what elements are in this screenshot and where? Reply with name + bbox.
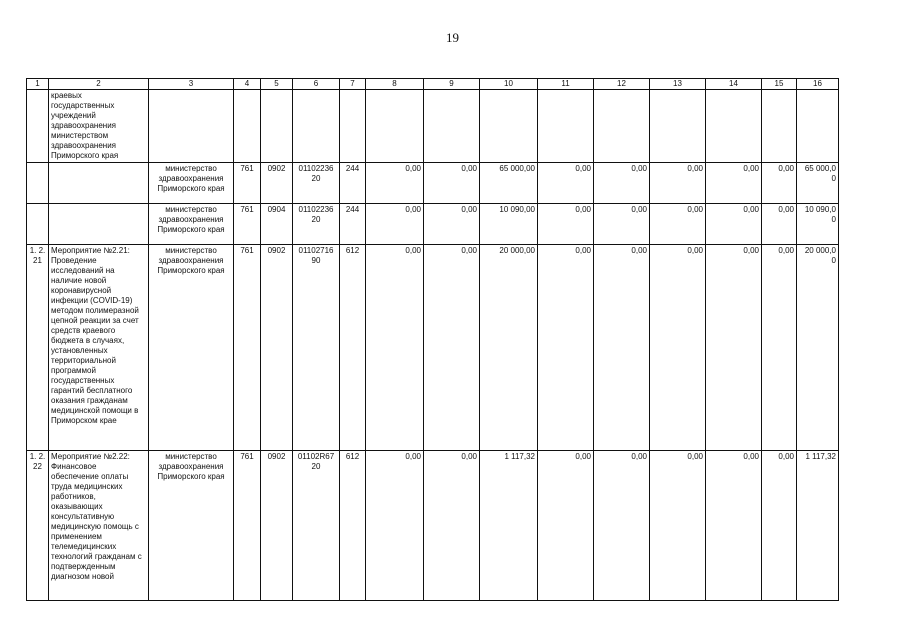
cell-c9 — [424, 90, 480, 163]
cell-c5: 0904 — [261, 204, 293, 245]
cell-c4: 761 — [234, 163, 261, 204]
cell-c10: 65 000,00 — [480, 163, 538, 204]
column-header: 4 — [234, 79, 261, 90]
cell-c11 — [538, 90, 594, 163]
cell-c8 — [366, 90, 424, 163]
cell-c13 — [650, 90, 706, 163]
cell-c16: 20 000,0 0 — [797, 245, 839, 451]
cell-c5 — [261, 90, 293, 163]
cell-c6: 01102716 90 — [293, 245, 340, 451]
cell-c6: 01102R67 20 — [293, 451, 340, 601]
cell-c15: 0,00 — [762, 204, 797, 245]
column-header: 2 — [49, 79, 149, 90]
cell-c12: 0,00 — [594, 204, 650, 245]
cell-org: министерство здравоохранения Приморского края — [149, 204, 234, 245]
cell-c11: 0,00 — [538, 245, 594, 451]
cell-c12: 0,00 — [594, 451, 650, 601]
cell-name — [49, 163, 149, 204]
cell-c10 — [480, 90, 538, 163]
cell-c8: 0,00 — [366, 204, 424, 245]
table-row — [27, 245, 839, 451]
cell-c16: 1 117,32 — [797, 451, 839, 601]
cell-c10: 10 090,00 — [480, 204, 538, 245]
cell-c7 — [340, 90, 366, 163]
column-header: 5 — [261, 79, 293, 90]
cell-c9: 0,00 — [424, 451, 480, 601]
table-row — [27, 204, 839, 245]
cell-c6 — [293, 90, 340, 163]
cell-c9: 0,00 — [424, 204, 480, 245]
cell-c12: 0,00 — [594, 163, 650, 204]
cell-number — [27, 204, 49, 245]
cell-c14: 0,00 — [706, 451, 762, 601]
cell-c15: 0,00 — [762, 451, 797, 601]
cell-c10: 20 000,00 — [480, 245, 538, 451]
cell-c4: 761 — [234, 245, 261, 451]
cell-org: министерство здравоохранения Приморского края — [149, 163, 234, 204]
column-header: 10 — [480, 79, 538, 90]
cell-org: министерство здравоохранения Приморского края — [149, 245, 234, 451]
cell-number — [27, 163, 49, 204]
cell-c16: 65 000,0 0 — [797, 163, 839, 204]
column-header: 14 — [706, 79, 762, 90]
cell-c13: 0,00 — [650, 451, 706, 601]
cell-c12: 0,00 — [594, 245, 650, 451]
cell-c9: 0,00 — [424, 245, 480, 451]
cell-c10: 1 117,32 — [480, 451, 538, 601]
column-header: 13 — [650, 79, 706, 90]
cell-c4: 761 — [234, 204, 261, 245]
cell-c7: 244 — [340, 163, 366, 204]
cell-c7: 244 — [340, 204, 366, 245]
cell-c6: 01102236 20 — [293, 204, 340, 245]
cell-c16 — [797, 90, 839, 163]
cell-c15: 0,00 — [762, 245, 797, 451]
cell-c13: 0,00 — [650, 204, 706, 245]
column-header: 15 — [762, 79, 797, 90]
cell-c13: 0,00 — [650, 163, 706, 204]
cell-c15 — [762, 90, 797, 163]
cell-c5: 0902 — [261, 451, 293, 601]
budget-table — [26, 78, 839, 601]
cell-c11: 0,00 — [538, 451, 594, 601]
cell-c8: 0,00 — [366, 245, 424, 451]
cell-c14: 0,00 — [706, 245, 762, 451]
column-header: 12 — [594, 79, 650, 90]
column-header: 16 — [797, 79, 839, 90]
column-header: 3 — [149, 79, 234, 90]
cell-c11: 0,00 — [538, 204, 594, 245]
cell-c14 — [706, 90, 762, 163]
cell-number: 1. 2. 22 — [27, 451, 49, 601]
column-header: 6 — [293, 79, 340, 90]
cell-number: 1. 2. 21 — [27, 245, 49, 451]
cell-c8: 0,00 — [366, 451, 424, 601]
cell-number — [27, 90, 49, 163]
cell-org — [149, 90, 234, 163]
column-header: 9 — [424, 79, 480, 90]
cell-c8: 0,00 — [366, 163, 424, 204]
cell-c5: 0902 — [261, 163, 293, 204]
cell-c5: 0902 — [261, 245, 293, 451]
cell-c9: 0,00 — [424, 163, 480, 204]
column-header: 1 — [27, 79, 49, 90]
cell-c7: 612 — [340, 451, 366, 601]
cell-c6: 01102236 20 — [293, 163, 340, 204]
page-number: 19 — [446, 30, 459, 45]
cell-c16: 10 090,0 0 — [797, 204, 839, 245]
cell-c11: 0,00 — [538, 163, 594, 204]
table-row — [27, 90, 839, 163]
cell-c7: 612 — [340, 245, 366, 451]
column-header: 11 — [538, 79, 594, 90]
cell-c13: 0,00 — [650, 245, 706, 451]
cell-org: министерство здравоохранения Приморского края — [149, 451, 234, 601]
cell-c14: 0,00 — [706, 163, 762, 204]
column-header: 8 — [366, 79, 424, 90]
cell-c4: 761 — [234, 451, 261, 601]
cell-c4 — [234, 90, 261, 163]
table-header-row — [27, 79, 839, 90]
cell-name — [49, 204, 149, 245]
cell-c15: 0,00 — [762, 163, 797, 204]
cell-c12 — [594, 90, 650, 163]
cell-name: краевых государственных учреждений здравоохранения министерством здравоохранения Приморского края — [49, 90, 149, 163]
table-row — [27, 451, 839, 601]
cell-name: Мероприятие №2.21: Проведение исследований на наличие новой коронавирусной инфекции (COVID-19) методом полимеразной цепной реакции за счет средств краевого бюджета в случаях, установленных территориальной программой государственных гарантий бесплатного оказания гражданам медицинской помощи в Приморском крае — [49, 245, 149, 451]
cell-name: Мероприятие №2.22: Финансовое обеспечение оплаты труда медицинских работников, оказывающих консультативную медицинскую помощь с применением телемедицинских технологий гражданам с подтвержденным диагнозом новой — [49, 451, 149, 601]
column-header: 7 — [340, 79, 366, 90]
table-row — [27, 163, 839, 204]
cell-c14: 0,00 — [706, 204, 762, 245]
